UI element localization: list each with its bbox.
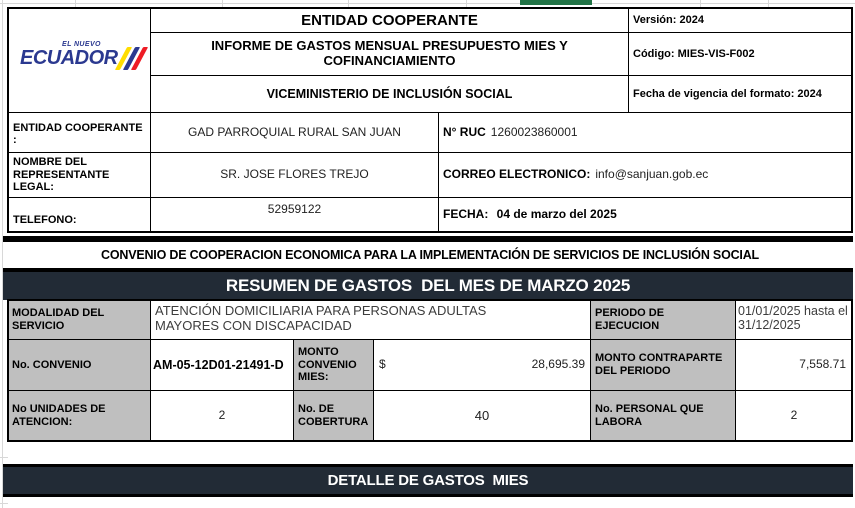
detalle-bottom-border [3,494,853,497]
entity-label: ENTIDAD COOPERANTE : [8,112,150,152]
gridline-tick [768,0,769,8]
email-cell[interactable] [438,152,852,197]
contraparte-value-cell[interactable]: 7,558.71 [735,339,852,390]
monto-convenio-label: MONTO CONVENIO MIES: [293,339,373,390]
modalidad-value-cell[interactable] [150,300,590,339]
gridline-tick [75,0,76,8]
cell-selection-marker [520,0,592,5]
phone-value-cell[interactable]: 52959122 [150,197,438,232]
representative-label: NOMBRE DEL REPRESENTANTE LEGAL: [8,152,150,197]
currency-symbol: $ [379,357,386,372]
personal-value-cell[interactable]: 2 [735,390,852,441]
convenio-num-value-cell[interactable]: AM-05-12D01-21491-D [150,339,293,390]
convenio-num-label: No. CONVENIO [8,339,150,390]
convenio-banner: CONVENIO DE COOPERACION ECONOMICA PARA LA IMPLEMENTACIÓN DE SERVICIOS DE INCLUSIÓN SOCIAL [101,248,759,262]
periodo-label: PERIODO DE EJECUCION [590,300,735,339]
detalle-section-header: DETALLE DE GASTOS MIES [3,467,853,494]
gridline-tick [348,0,349,8]
modalidad-value: ATENCIÓN DOMICILIARIA PARA PERSONAS ADULTAS MAYORES CON DISCAPACIDAD [155,303,487,333]
ruc-value: 1260023860001 [490,124,578,139]
ruc-label: N° RUC [443,124,486,139]
representative-value-cell[interactable]: SR. JOSE FLORES TREJO [150,152,438,197]
unidades-label: No UNIDADES DE ATENCION: [8,390,150,441]
modalidad-label: MODALIDAD DEL SERVICIO [8,300,150,339]
gridline-tick [466,0,467,8]
date-cell[interactable] [438,197,852,232]
entity-value-cell[interactable]: GAD PARROQUIAL RURAL SAN JUAN [150,112,438,152]
gridline-tick [700,0,701,8]
ruc-cell[interactable] [438,112,852,152]
contraparte-label: MONTO CONTRAPARTE DEL PERIODO [590,339,735,390]
gridline-stub [0,503,8,504]
ecuador-logo [20,41,142,70]
gridline-top [0,3,855,4]
logo-el-nuevo-text: EL NUEVO [62,41,101,48]
cobertura-label: No. DE COBERTURA [293,390,373,441]
form-title: ENTIDAD COOPERANTE [150,8,628,32]
monto-convenio-value-cell[interactable] [373,339,590,390]
email-label: CORREO ELECTRONICO: [443,167,591,182]
cobertura-value-cell[interactable]: 40 [373,390,590,441]
gridline-tick [222,0,223,8]
unidades-value-cell[interactable]: 2 [150,390,293,441]
version-cell: Versión: 2024 [628,8,852,32]
form-subtitle: INFORME DE GASTOS MENSUAL PRESUPUESTO MIES Y COFINANCIAMIENTO [150,32,628,75]
validity-cell: Fecha de vigencia del formato: 2024 [628,75,852,112]
date-value: 04 de marzo del 2025 [496,207,617,222]
personal-label: No. PERSONAL QUE LABORA [590,390,735,441]
gridline-stub [0,457,8,458]
monto-convenio-value: 28,695.39 [531,357,585,372]
phone-label: TELEFONO: [8,197,150,232]
email-value: info@sanjuan.gob.ec [595,167,709,182]
code-cell: Código: MIES-VIS-F002 [628,32,852,75]
form-department: VICEMINISTERIO DE INCLUSIÓN SOCIAL [150,75,628,112]
gridline-left [2,0,3,508]
date-label: FECHA: [443,207,492,222]
resumen-section-header: RESUMEN DE GASTOS DEL MES DE MARZO 2025 [3,272,853,300]
periodo-value-cell[interactable]: 01/01/2025 hasta el 31/12/2025 [735,300,852,339]
logo-ecuador-text: ECUADOR [20,47,118,69]
